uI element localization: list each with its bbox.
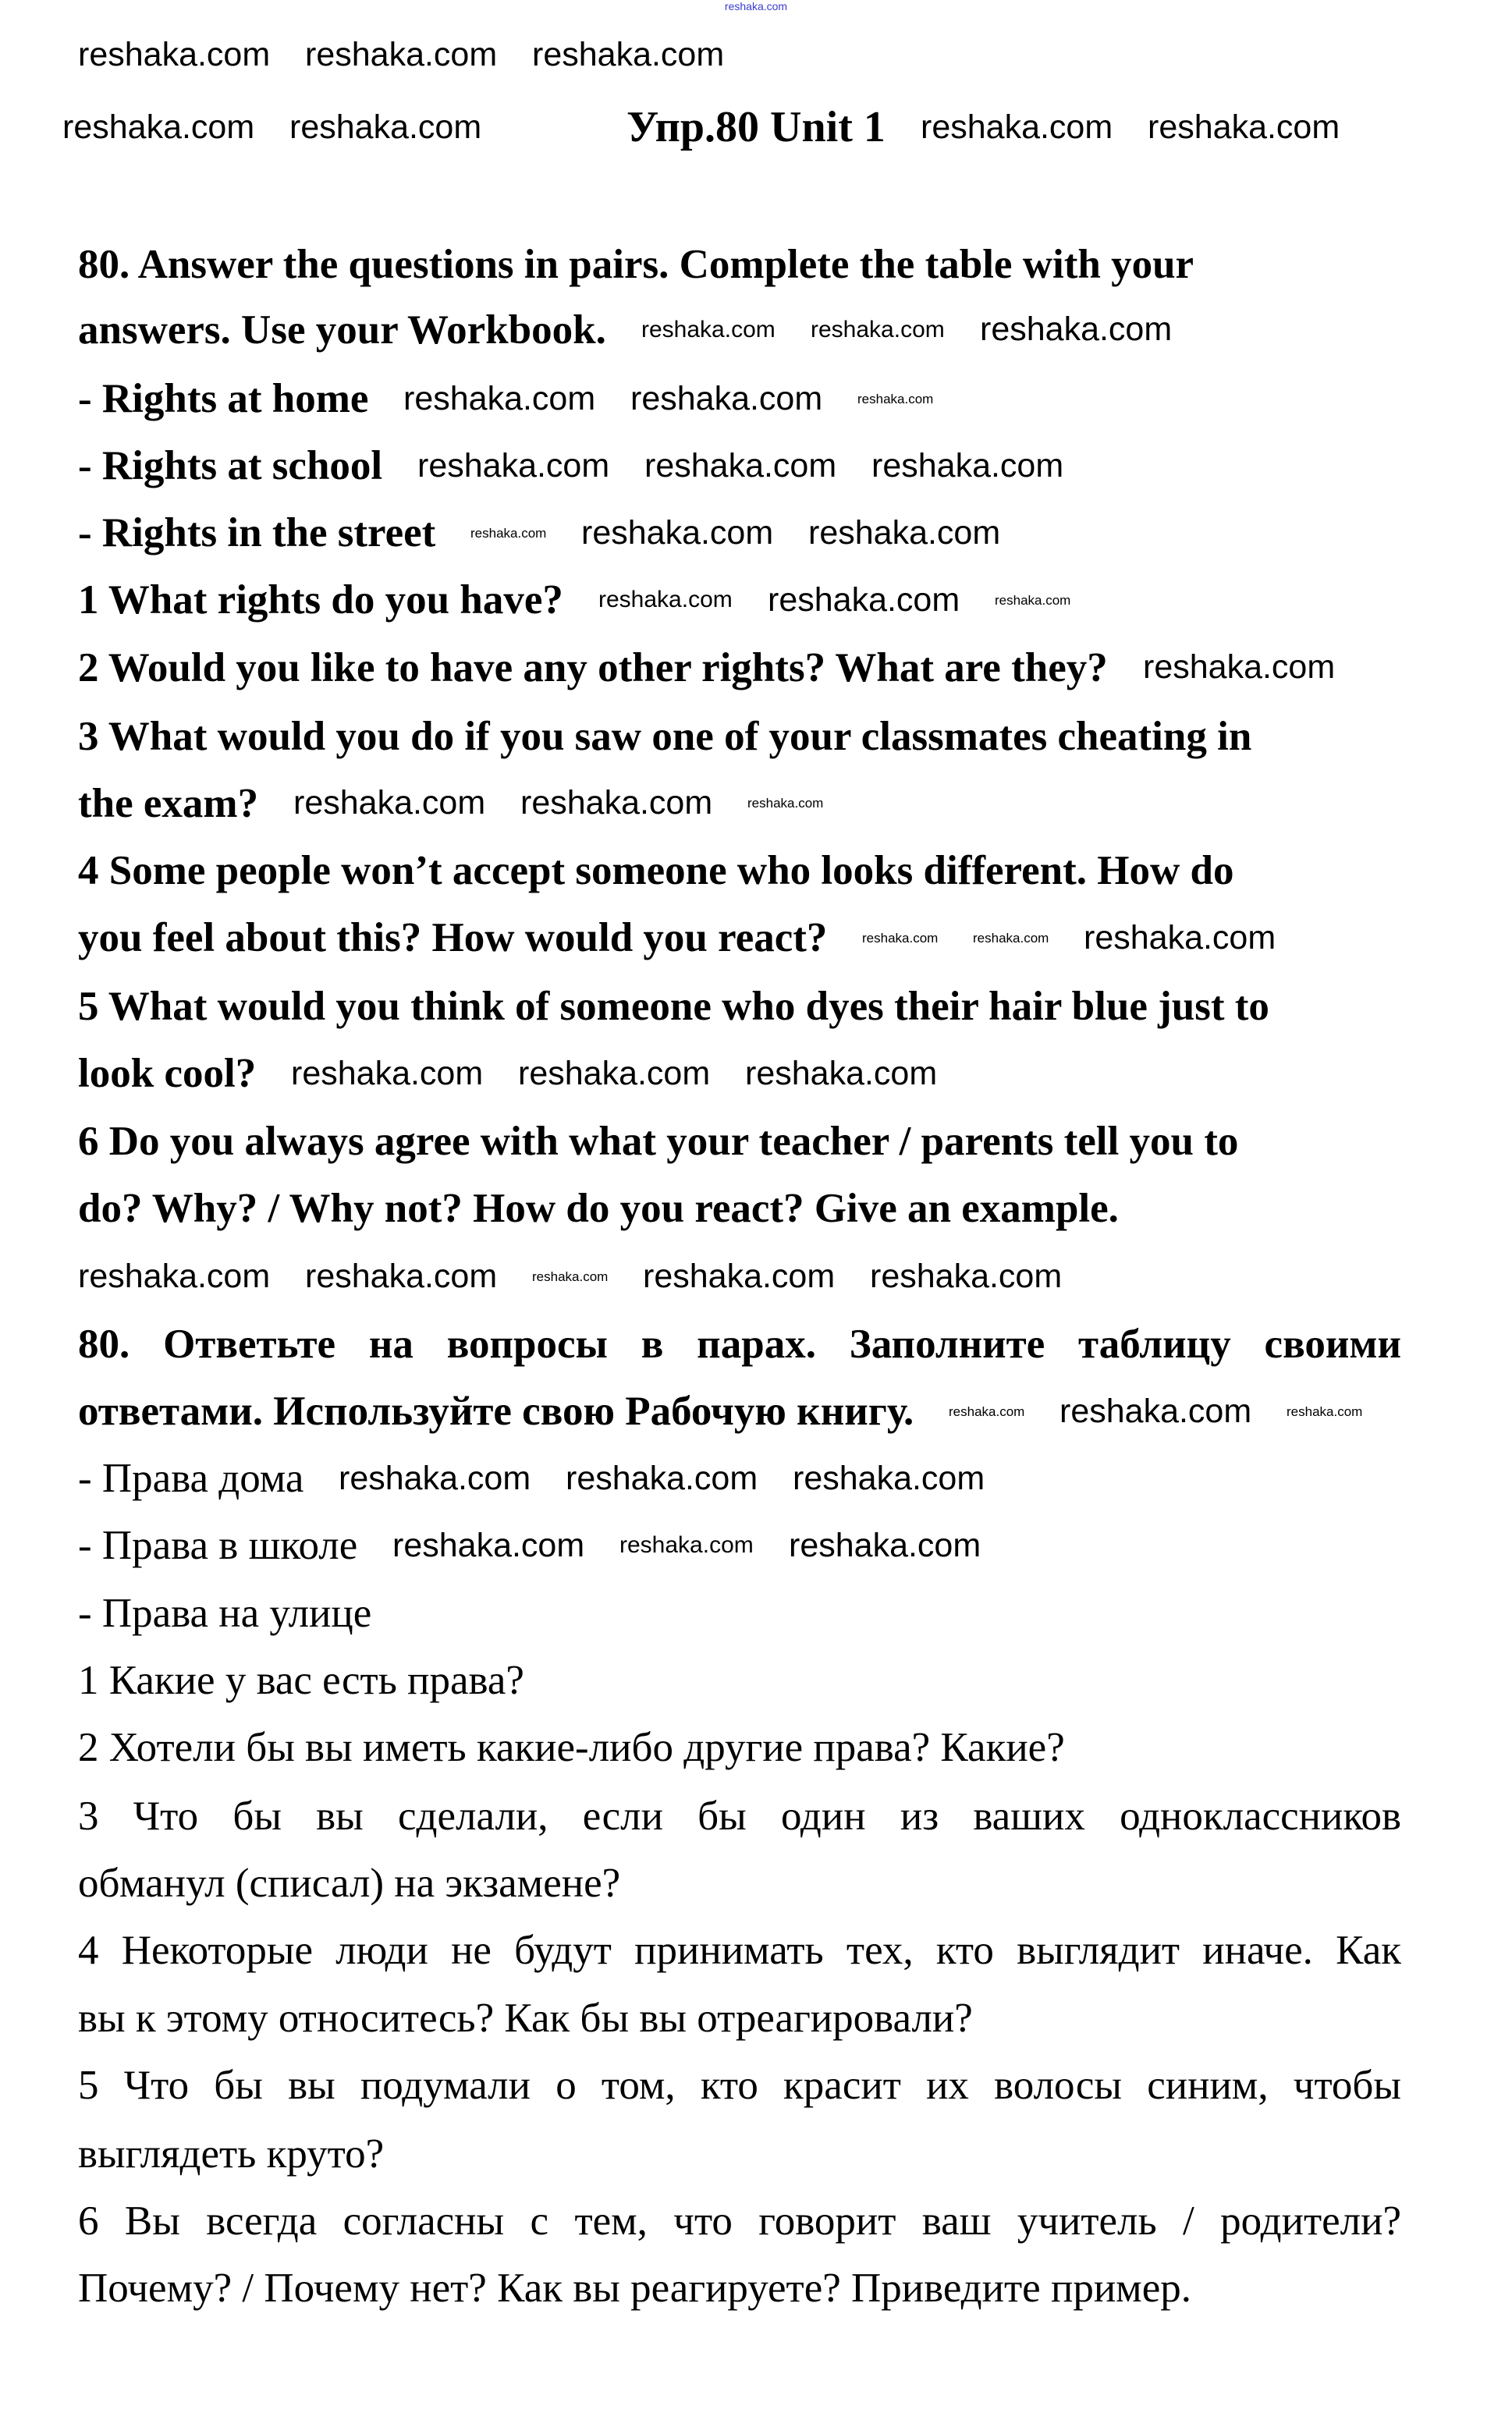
exercise-line-ru: Почему? / Почему нет? Как вы реагируете? Приведите пример. (78, 2266, 1191, 2311)
page-title: Упр.80 Unit 1 (626, 103, 886, 151)
exercise-line-en: look cool? (78, 1051, 257, 1096)
watermark: reshaka.com (1143, 648, 1336, 686)
watermark: reshaka.com (566, 1460, 758, 1497)
watermark: reshaka.com (532, 1269, 609, 1284)
watermark: reshaka.com (949, 1404, 1025, 1419)
exercise-line-en: - Rights in the street (78, 510, 436, 555)
exercise-line-ru: - Права в школе (78, 1523, 358, 1568)
exercise-instruction-en: answers. Use your Workbook. (78, 307, 606, 353)
exercise-line-ru: обманул (списал) на экзамене? (78, 1861, 621, 1906)
watermark: reshaka.com (1059, 1393, 1252, 1430)
watermark: reshaka.com (403, 380, 596, 417)
watermark: reshaka.com (811, 317, 945, 342)
exercise-instruction-ru: 80. Ответьте на вопросы в парах. Заполните таблицу своими (78, 1322, 1401, 1367)
watermark: reshaka.com (857, 392, 934, 406)
exercise-line-ru: 6 Вы всегда согласны с тем, что говорит ваш учитель / родители? (78, 2198, 1401, 2244)
watermark: reshaka.com (641, 317, 776, 342)
watermark: reshaka.com (789, 1527, 981, 1564)
watermark: reshaka.com (78, 36, 271, 73)
watermark: reshaka.com (1148, 108, 1340, 146)
watermark: reshaka.com (619, 1532, 754, 1558)
watermark: reshaka.com (995, 593, 1071, 608)
watermark: reshaka.com (793, 1460, 985, 1497)
watermark: reshaka.com (630, 380, 823, 417)
watermark: reshaka.com (339, 1460, 531, 1497)
exercise-line-en: you feel about this? How would you react? (78, 915, 828, 960)
exercise-line-ru: - Права дома (78, 1456, 304, 1501)
watermark: reshaka.com (598, 587, 733, 612)
watermark: reshaka.com (392, 1527, 585, 1564)
exercise-line-en: 6 Do you always agree with what your teacher / parents tell you to (78, 1119, 1239, 1164)
watermark: reshaka.com (862, 931, 939, 946)
watermark: reshaka.com (520, 784, 713, 821)
watermark: reshaka.com (980, 310, 1173, 348)
top-watermark-link[interactable]: reshaka.com (724, 0, 788, 12)
watermark: reshaka.com (808, 514, 1001, 552)
exercise-line-en: 5 What would you think of someone who dyes their hair blue just to (78, 984, 1269, 1029)
exercise-line-en: - Rights at home (78, 376, 369, 421)
exercise-line-ru: 3 Что бы вы сделали, если бы один из ваших одноклассников (78, 1794, 1401, 1839)
watermark: reshaka.com (1287, 1404, 1363, 1419)
watermark: reshaka.com (62, 108, 255, 146)
watermark: reshaka.com (870, 1258, 1063, 1295)
watermark: reshaka.com (581, 514, 774, 552)
exercise-line-ru: 1 Какие у вас есть права? (78, 1658, 524, 1703)
watermark: reshaka.com (470, 526, 547, 541)
watermark: reshaka.com (644, 447, 837, 484)
watermark: reshaka.com (871, 447, 1064, 484)
watermark: reshaka.com (518, 1055, 711, 1092)
watermark: reshaka.com (921, 108, 1113, 146)
watermark: reshaka.com (973, 931, 1049, 946)
exercise-line-en: 1 What rights do you have? (78, 577, 563, 623)
watermark: reshaka.com (747, 796, 824, 811)
exercise-line-en: 3 What would you do if you saw one of your classmates cheating in (78, 714, 1252, 759)
watermark: reshaka.com (532, 36, 725, 73)
exercise-line-en: the exam? (78, 781, 259, 826)
exercise-line-en: 2 Would you like to have any other rights? What are they? (78, 645, 1108, 690)
exercise-instruction-en: 80. Answer the questions in pairs. Complete the table with your (78, 242, 1194, 287)
watermark: reshaka.com (293, 784, 486, 821)
exercise-line-ru: 5 Что бы вы подумали о том, кто красит их волосы синим, чтобы (78, 2063, 1401, 2108)
exercise-line-ru: вы к этому относитесь? Как бы вы отреагировали? (78, 1996, 973, 2041)
watermark: reshaka.com (768, 581, 960, 619)
watermark: reshaka.com (305, 36, 498, 73)
watermark: reshaka.com (289, 108, 482, 146)
exercise-line-ru: - Права на улице (78, 1591, 372, 1636)
exercise-line-ru: выглядеть круто? (78, 2131, 385, 2177)
watermark: reshaka.com (291, 1055, 484, 1092)
exercise-line-en: do? Why? / Why not? How do you react? Give an example. (78, 1186, 1119, 1231)
exercise-line-en: - Rights at school (78, 443, 383, 488)
exercise-line-en: 4 Some people won’t accept someone who looks different. How do (78, 848, 1234, 893)
exercise-line-ru: 4 Некоторые люди не будут принимать тех, кто выглядит иначе. Как (78, 1928, 1401, 1973)
watermark: reshaka.com (417, 447, 610, 484)
watermark: reshaka.com (305, 1258, 498, 1295)
watermark: reshaka.com (745, 1055, 938, 1092)
watermark: reshaka.com (643, 1258, 836, 1295)
watermark: reshaka.com (78, 1258, 271, 1295)
watermark: reshaka.com (1084, 919, 1276, 956)
exercise-instruction-ru: ответами. Используйте свою Рабочую книгу. (78, 1389, 914, 1434)
exercise-line-ru: 2 Хотели бы вы иметь какие-либо другие права? Какие? (78, 1725, 1065, 1770)
